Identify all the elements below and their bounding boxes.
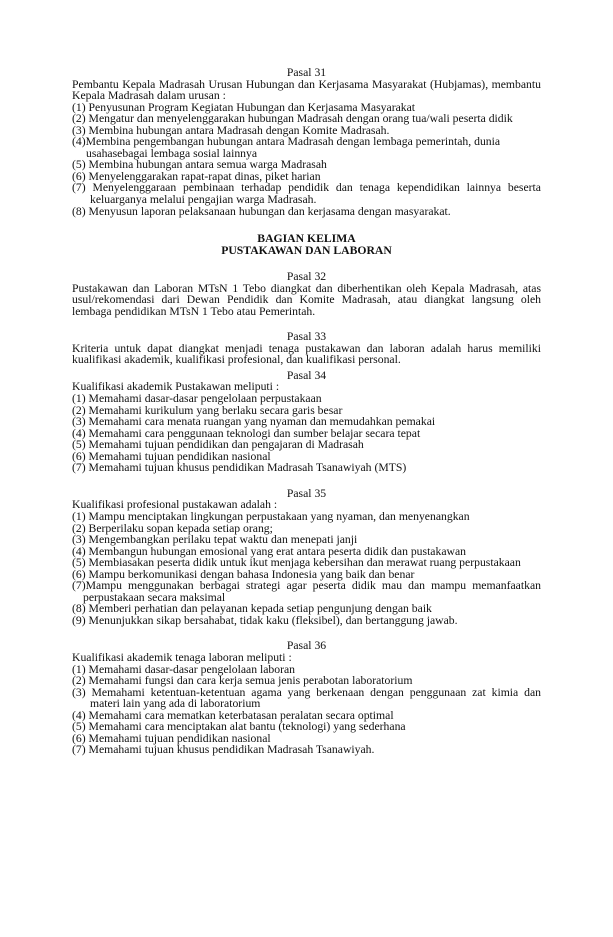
spacer <box>72 217 541 233</box>
pasal-35 <box>72 488 541 627</box>
list-item: (1) Memahami dasar-dasar pengelolaan perpustakaan <box>72 392 322 406</box>
pasal-body: Kriteria untuk dapat diangkat menjadi tenaga pustakawan dan laboran adalah harus memiliki kualifikasi akademik, kualifikasi profesional, dan kualifikasi personal. <box>72 341 541 367</box>
list-item: (4) Memahami cara penggunaan teknologi dan sumber belajar secara tepat <box>72 426 421 440</box>
section-heading-line1: BAGIAN KELIMA <box>257 232 356 246</box>
document-page <box>72 67 541 756</box>
pasal-title: Pasal 32 <box>286 270 327 284</box>
list-item: (5) Membiasakan peserta didik untuk ikut menjaga kebersihan dan merawat ruang perpustakaan <box>72 556 521 570</box>
pasal-title: Pasal 34 <box>286 368 327 382</box>
list-item: (2) Memahami kurikulum yang berlaku secara garis besar <box>72 403 343 417</box>
pasal-intro: Kualifikasi akademik Pustakawan meliputi : <box>72 380 280 394</box>
list-item: (7) Memahami tujuan khusus pendidikan Madrasah Tsanawiyah (MTS) <box>72 461 407 475</box>
section-heading <box>72 233 541 257</box>
list-item: (7)Mampu menggunakan berbagai strategi agar peserta didik mau dan mampu memanfaatkan perpustakaan secara maksimal <box>72 579 541 604</box>
list-item: (1) Penyusunan Program Kegiatan Hubungan dan Kerjasama Masyarakat <box>72 100 416 114</box>
list-item: (6) Mampu berkomunikasi dengan bahasa Indonesia yang baik dan benar <box>72 567 415 581</box>
pasal-title: Pasal 35 <box>286 486 327 500</box>
list-item: (1) Mampu menciptakan lingkungan perpustakaan yang nyaman, dan menyenangkan <box>72 509 470 523</box>
pasal-intro: Kualifikasi profesional pustakawan adalah : <box>72 498 278 512</box>
list-item: (7) Memahami tujuan khusus pendidikan Madrasah Tsanawiyah. <box>72 743 375 757</box>
spacer <box>72 257 541 271</box>
list-item: (2) Berperilaku sopan kepada setiap orang; <box>72 521 273 535</box>
pasal-36 <box>72 640 541 755</box>
list-item: (4)Membina pengembangan hubungan antara Madrasah dengan lembaga pemerintah, dunia usahasebagai lembaga sosial lainnya <box>72 135 501 160</box>
list-item: (8) Menyusun laporan pelaksanaan hubungan dan kerjasama dengan masyarakat. <box>72 204 451 218</box>
list-item: (5) Memahami tujuan pendidikan dan pengajaran di Madrasah <box>72 438 364 452</box>
section-heading-line2: PUSTAKAWAN DAN LABORAN <box>221 244 392 258</box>
list-item: (1) Memahami dasar-dasar pengelolaan laboran <box>72 662 296 676</box>
pasal-title: Pasal 33 <box>286 330 327 344</box>
pasal-intro: Kualifikasi akademik tenaga laboran meliputi : <box>72 650 292 664</box>
pasal-32 <box>72 271 541 317</box>
list-item: (3) Memahami ketentuan-ketentuan agama yang berkenaan dengan penggunaan zat kimia dan materi lain yang ada di laboratorium <box>72 685 541 711</box>
list-item: (3) Memahami cara menata ruangan yang nyaman dan memudahkan pemakai <box>72 415 436 429</box>
list-item: (3) Mengembangkan perilaku tepat waktu dan menepati janji <box>72 533 358 547</box>
spacer <box>72 317 541 331</box>
pasal-title: Pasal 31 <box>286 66 327 79</box>
pasal-title: Pasal 36 <box>286 639 327 653</box>
list-item: (3) Membina hubungan antara Madrasah dengan Komite Madrasah. <box>72 123 390 137</box>
pasal-body: Pustakawan dan Laboran MTsN 1 Tebo diangkat dan diberhentikan oleh Kepala Madrasah, atas usul/rekomendasi dari Dewan Pendidik dan Komite Madrasah, atau diangkat langsung oleh lembaga pendidikan MTsN 1 Tebo atau Pemerintah. <box>72 281 541 318</box>
list-item: (9) Menunjukkan sikap bersahabat, tidak kaku (fleksibel), dan bertanggung jawab. <box>72 613 458 627</box>
list-item: (8) Memberi perhatian dan pelayanan kepada setiap pengunjung dengan baik <box>72 602 432 616</box>
list-item: (2) Mengatur dan menyelenggarakan hubungan Madrasah dengan orang tua/wali peserta didik <box>72 112 513 126</box>
spacer <box>72 474 541 488</box>
list-item: (6) Menyelenggarakan rapat-rapat dinas, piket harian <box>72 169 321 183</box>
spacer <box>72 626 541 640</box>
pasal-31 <box>72 67 541 217</box>
list-item: (4) Memahami cara mematkan keterbatasan peralatan secara optimal <box>72 708 394 722</box>
list-item: (5) Memahami cara menciptakan alat bantu (teknologi) yang sederhana <box>72 720 406 734</box>
list-item: (6) Memahami tujuan pendidikan nasional <box>72 731 271 745</box>
list-item: (2) Memahami fungsi dan cara kerja semua jenis perabotan laboratorium <box>72 674 413 688</box>
pasal-intro: Pembantu Kepala Madrasah Urusan Hubungan dan Kerjasama Masyarakat (Hubjamas), membantu Kepala Madrasah dalam urusan : <box>72 77 541 103</box>
list-item: (5) Membina hubungan antara semua warga Madrasah <box>72 158 327 172</box>
pasal-33 <box>72 331 541 366</box>
pasal-34 <box>72 370 541 474</box>
list-item: (7) Menyelenggaraan pembinaan terhadap pendidik dan tenaga kependidikan lainnya beserta keluarganya melalui pengajian warga Madrasah. <box>72 181 541 207</box>
list-item: (6) Memahami tujuan pendidikan nasional <box>72 449 271 463</box>
list-item: (4) Membangun hubungan emosional yang erat antara peserta didik dan pustakawan <box>72 544 467 558</box>
